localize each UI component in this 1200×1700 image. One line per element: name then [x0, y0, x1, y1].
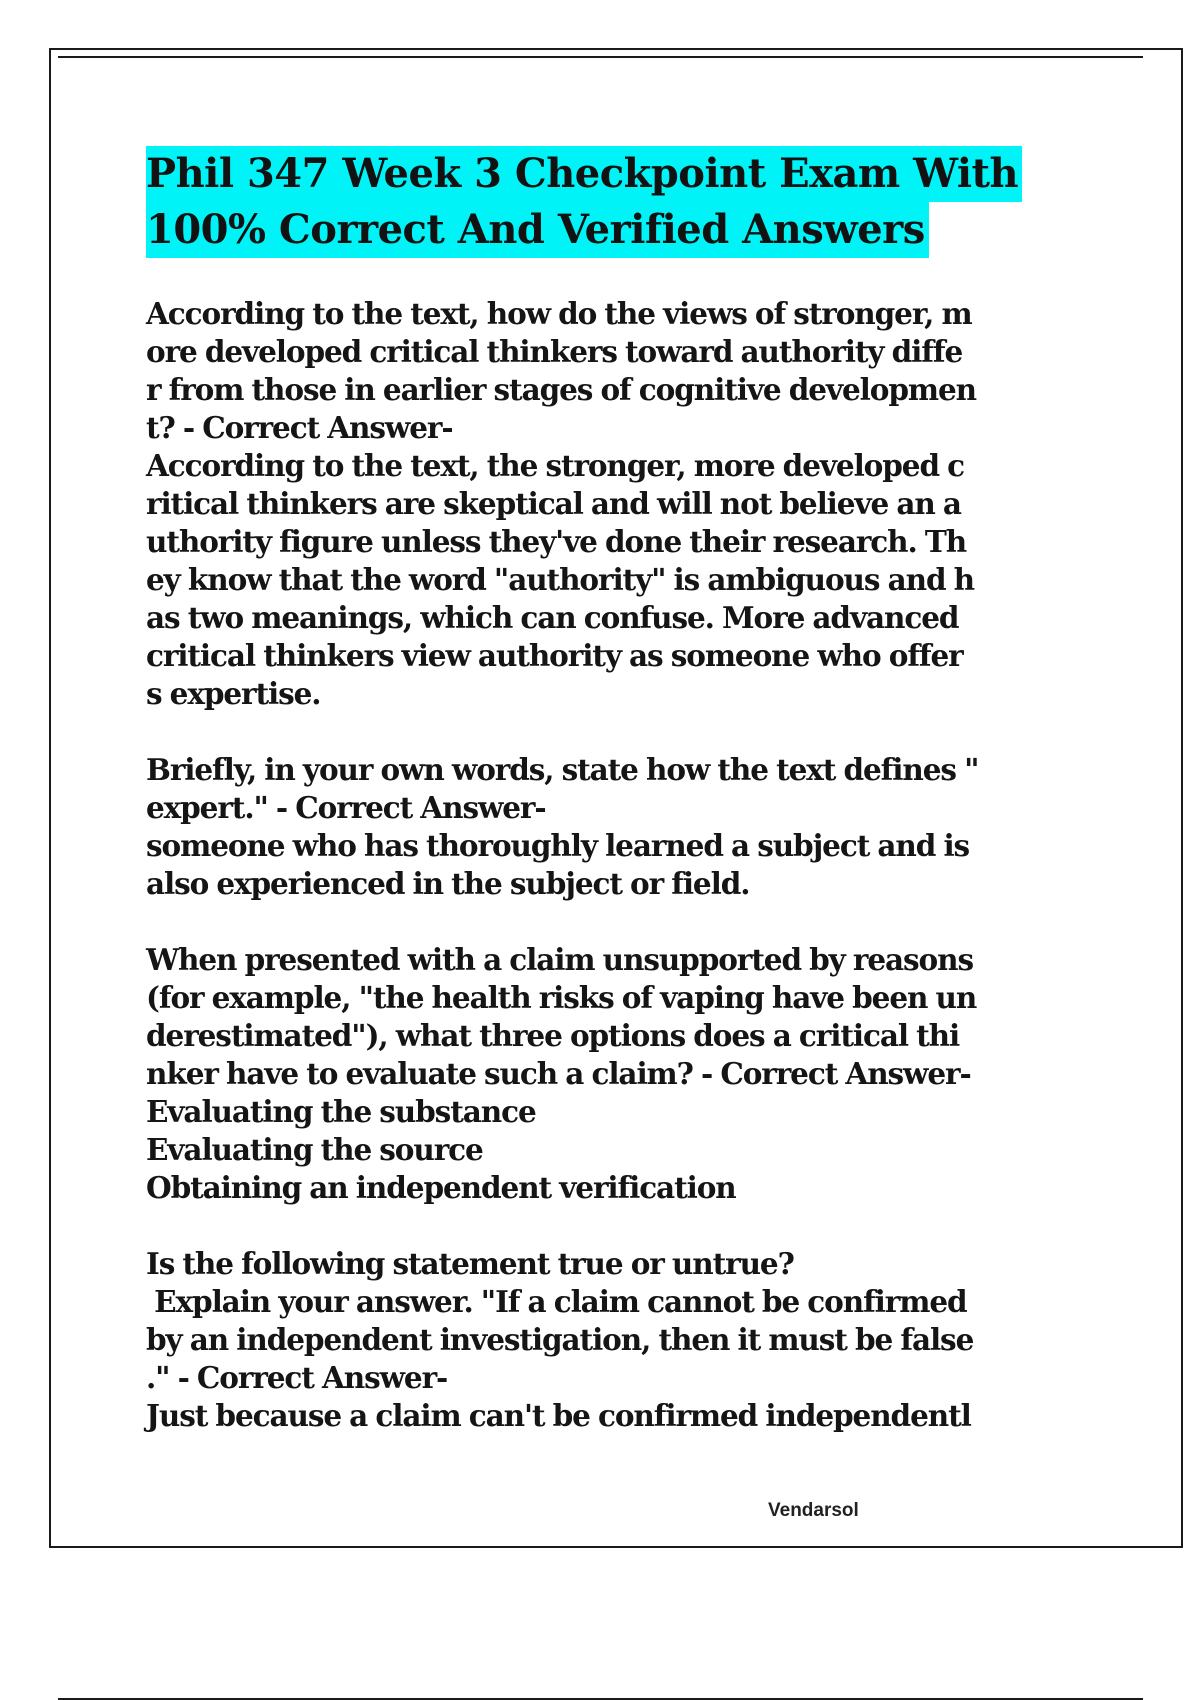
text-line: Just because a claim can't be confirmed independentl — [146, 1398, 971, 1433]
text-line: (for example, "the health risks of vaping have been un — [146, 980, 977, 1015]
qa-item-3 — [146, 941, 1096, 1207]
text-line: as two meanings, which can confuse. More advanced — [146, 600, 959, 635]
title-line-1: Phil 347 Week 3 Checkpoint Exam With — [146, 146, 1022, 202]
footer-brand: Vendarsol — [768, 1500, 859, 1521]
document-title — [146, 146, 1019, 258]
paragraph-gap — [146, 903, 1096, 941]
text-line: r from those in earlier stages of cognitive developmen — [146, 372, 976, 407]
text-line: also experienced in the subject or field. — [146, 866, 750, 901]
text-line: According to the text, the stronger, more developed c — [146, 448, 965, 483]
qa-item-2 — [146, 751, 1096, 903]
qa-content — [146, 295, 1096, 1435]
text-line: Evaluating the substance — [146, 1094, 536, 1129]
text-line: ." - Correct Answer- — [146, 1360, 448, 1395]
qa-item-1 — [146, 295, 1096, 713]
qa-item-4 — [146, 1245, 1096, 1435]
text-line: When presented with a claim unsupported by reasons — [146, 942, 973, 977]
text-line: ey know that the word "authority" is ambiguous and h — [146, 562, 974, 597]
title-line-2: 100% Correct And Verified Answers — [146, 202, 929, 258]
text-line: Evaluating the source — [146, 1132, 483, 1167]
text-line: Briefly, in your own words, state how the text defines " — [146, 752, 979, 787]
top-rule — [58, 56, 1143, 58]
text-line: expert." - Correct Answer- — [146, 790, 546, 825]
text-line: someone who has thoroughly learned a subject and is — [146, 828, 970, 863]
text-line: derestimated"), what three options does a critical thi — [146, 1018, 960, 1053]
text-line: t? - Correct Answer- — [146, 410, 453, 445]
text-line: uthority figure unless they've done their research. Th — [146, 524, 967, 559]
paragraph-gap — [146, 713, 1096, 751]
text-line: critical thinkers view authority as someone who offer — [146, 638, 963, 673]
text-line: s expertise. — [146, 676, 321, 711]
text-line: ore developed critical thinkers toward authority diffe — [146, 334, 963, 369]
text-line: Obtaining an independent verification — [146, 1170, 736, 1205]
text-line: by an independent investigation, then it must be false — [146, 1322, 974, 1357]
text-line: Explain your answer. "If a claim cannot be confirmed — [146, 1284, 967, 1319]
text-line: According to the text, how do the views of stronger, m — [146, 296, 972, 331]
paragraph-gap — [146, 1207, 1096, 1245]
text-line: Is the following statement true or untrue? — [146, 1246, 794, 1281]
text-line: ritical thinkers are skeptical and will not believe an a — [146, 486, 961, 521]
text-line: nker have to evaluate such a claim? - Correct Answer- — [146, 1056, 971, 1091]
